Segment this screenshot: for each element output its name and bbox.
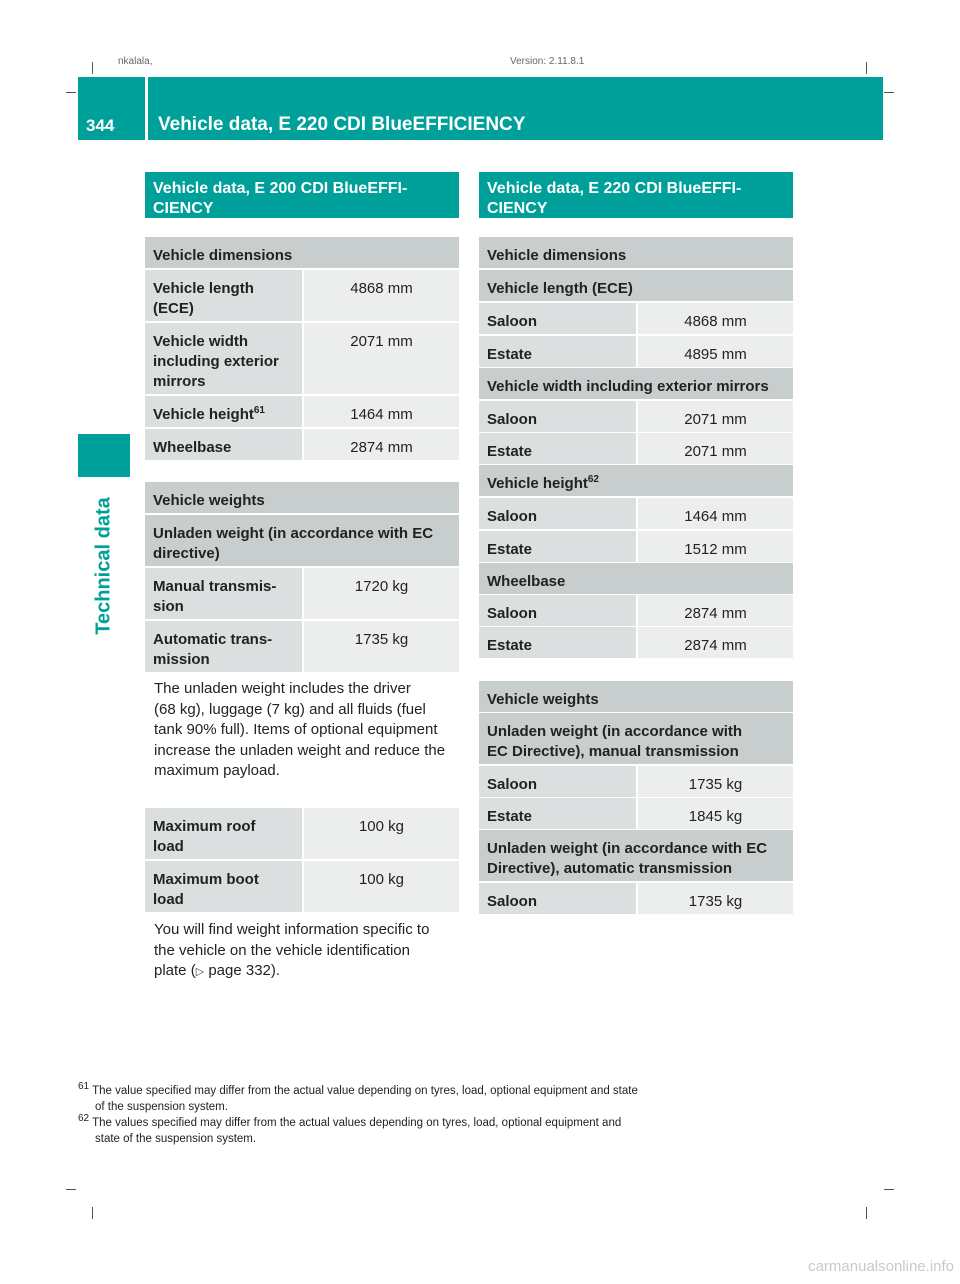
row-value: 100 kg bbox=[304, 808, 459, 859]
table-row bbox=[479, 401, 793, 432]
footnote-ref: 62 bbox=[587, 474, 599, 485]
row-value: 1845 kg bbox=[638, 798, 793, 829]
row-value: 2874 mm bbox=[304, 429, 459, 460]
row-label: Saloon bbox=[479, 766, 636, 797]
footnote: $^{61}$ The value specified may differ from the actual value depending on tyres, load, optional equipment and state of the suspension system. bbox=[78, 1081, 638, 1113]
crop-mark bbox=[884, 1189, 894, 1190]
row-value: 2874 mm bbox=[638, 627, 793, 658]
footnote-number: 61 bbox=[78, 1081, 90, 1093]
page-reference-link[interactable]: page 332). bbox=[204, 962, 281, 979]
row-label: Saloon bbox=[479, 303, 636, 334]
table-row bbox=[479, 303, 793, 334]
table-subheader: Unladen weight (in accordance with EC Directive), automatic transmission bbox=[479, 830, 793, 881]
row-value: 1464 mm bbox=[304, 396, 459, 427]
row-label: Estate bbox=[479, 627, 636, 658]
row-label: Maximum boot load bbox=[145, 861, 302, 912]
page-title: Vehicle data, E 220 CDI BlueEFFICIENCY bbox=[158, 114, 526, 135]
table-row bbox=[479, 766, 793, 797]
side-tab-label bbox=[78, 481, 130, 651]
table-row bbox=[145, 808, 459, 859]
crop-mark bbox=[866, 1207, 867, 1219]
watermark: carmanualsonline.info bbox=[808, 1258, 954, 1275]
row-value: 2071 mm bbox=[304, 323, 459, 394]
row-label: Saloon bbox=[479, 498, 636, 529]
table-row bbox=[145, 270, 459, 321]
row-value: 1735 kg bbox=[638, 883, 793, 914]
row-value: 1512 mm bbox=[638, 531, 793, 562]
table-header: Vehicle dimensions bbox=[479, 237, 793, 268]
row-value: 1720 kg bbox=[304, 568, 459, 619]
table-subheader: Vehicle width including exterior mirrors bbox=[479, 368, 793, 399]
row-value: 1735 kg bbox=[638, 766, 793, 797]
row-label: Estate bbox=[479, 798, 636, 829]
row-value: 2071 mm bbox=[638, 401, 793, 432]
row-label: Vehicle length (ECE) bbox=[145, 270, 302, 321]
table-row bbox=[145, 861, 459, 912]
table-row bbox=[479, 498, 793, 529]
crop-mark bbox=[92, 1207, 93, 1219]
row-value: 100 kg bbox=[304, 861, 459, 912]
heading-line: CIENCY bbox=[487, 200, 548, 217]
row-label: Saloon bbox=[479, 401, 636, 432]
table-row bbox=[145, 429, 459, 460]
side-tab-block bbox=[78, 434, 130, 477]
crop-mark bbox=[884, 92, 894, 93]
row-label: Saloon bbox=[479, 595, 636, 626]
footnote-number: 62 bbox=[78, 1113, 90, 1125]
row-label: Vehicle height$^{61}$ bbox=[145, 396, 302, 427]
page-number: 344 bbox=[86, 116, 115, 135]
table-row bbox=[479, 798, 793, 829]
row-value: 4868 mm bbox=[638, 303, 793, 334]
crop-mark bbox=[92, 62, 93, 74]
table-row bbox=[145, 396, 459, 427]
row-value: 4868 mm bbox=[304, 270, 459, 321]
table-row bbox=[479, 531, 793, 562]
table-header: Vehicle dimensions bbox=[145, 237, 459, 268]
weight-info-note: You will find weight information specific to the vehicle on the vehicle identification plate (▷ page 332). bbox=[154, 921, 430, 979]
table-header: Vehicle weights bbox=[479, 681, 793, 712]
crop-mark bbox=[66, 1189, 76, 1190]
footnote-ref: 61 bbox=[253, 405, 265, 416]
row-value: 4895 mm bbox=[638, 336, 793, 367]
row-value: 1735 kg bbox=[304, 621, 459, 672]
side-tab-text: Technical data bbox=[92, 497, 115, 635]
table-row bbox=[145, 568, 459, 619]
table-subheader: Vehicle length (ECE) bbox=[479, 270, 793, 301]
crop-mark bbox=[66, 92, 76, 93]
table-row bbox=[479, 627, 793, 658]
table-row bbox=[479, 595, 793, 626]
row-label: Estate bbox=[479, 336, 636, 367]
row-label: Saloon bbox=[479, 883, 636, 914]
unladen-weight-note: The unladen weight includes the driver (68 kg), luggage (7 kg) and all fluids (fuel tank 90% full). Items of optional equipment increase the unladen weight and reduce the maximum payload. bbox=[154, 680, 446, 779]
table-row bbox=[145, 323, 459, 394]
row-label: Estate bbox=[479, 433, 636, 464]
left-stamp: nkalala, bbox=[118, 56, 153, 67]
row-value: 2071 mm bbox=[638, 433, 793, 464]
row-value: 1464 mm bbox=[638, 498, 793, 529]
row-label: Maximum roof load bbox=[145, 808, 302, 859]
table-row bbox=[479, 336, 793, 367]
version-stamp: Version: 2.11.8.1 bbox=[510, 56, 585, 67]
row-label: Automatic trans- mission bbox=[145, 621, 302, 672]
row-value: 2874 mm bbox=[638, 595, 793, 626]
table-subheader: Wheelbase bbox=[479, 563, 793, 594]
heading-line: CIENCY bbox=[153, 200, 214, 217]
row-label: Estate bbox=[479, 531, 636, 562]
table-subheader: Vehicle height$^{62}$ bbox=[479, 465, 793, 496]
table-header: Vehicle weights bbox=[145, 482, 459, 513]
table-row bbox=[479, 883, 793, 914]
left-section-heading bbox=[145, 172, 459, 218]
table-row bbox=[145, 621, 459, 672]
row-label: Vehicle width including exterior mirrors bbox=[145, 323, 302, 394]
header-separator bbox=[145, 77, 148, 140]
table-subheader: Unladen weight (in accordance with EC directive) bbox=[145, 515, 459, 566]
heading-line: Vehicle data, E 220 CDI BlueEFFI- bbox=[487, 180, 742, 197]
right-section-heading bbox=[479, 172, 793, 218]
page-ref-arrow-icon: ▷ bbox=[195, 966, 205, 978]
table-row bbox=[479, 433, 793, 464]
table-subheader: Unladen weight (in accordance with EC Directive), manual transmission bbox=[479, 713, 793, 764]
row-label: Manual transmis- sion bbox=[145, 568, 302, 619]
crop-mark bbox=[866, 62, 867, 74]
heading-line: Vehicle data, E 200 CDI BlueEFFI- bbox=[153, 180, 408, 197]
row-label: Wheelbase bbox=[145, 429, 302, 460]
footnote: $^{62}$ The values specified may differ from the actual values depending on tyres, load, optional equipment and state of the suspension system. bbox=[78, 1113, 622, 1145]
